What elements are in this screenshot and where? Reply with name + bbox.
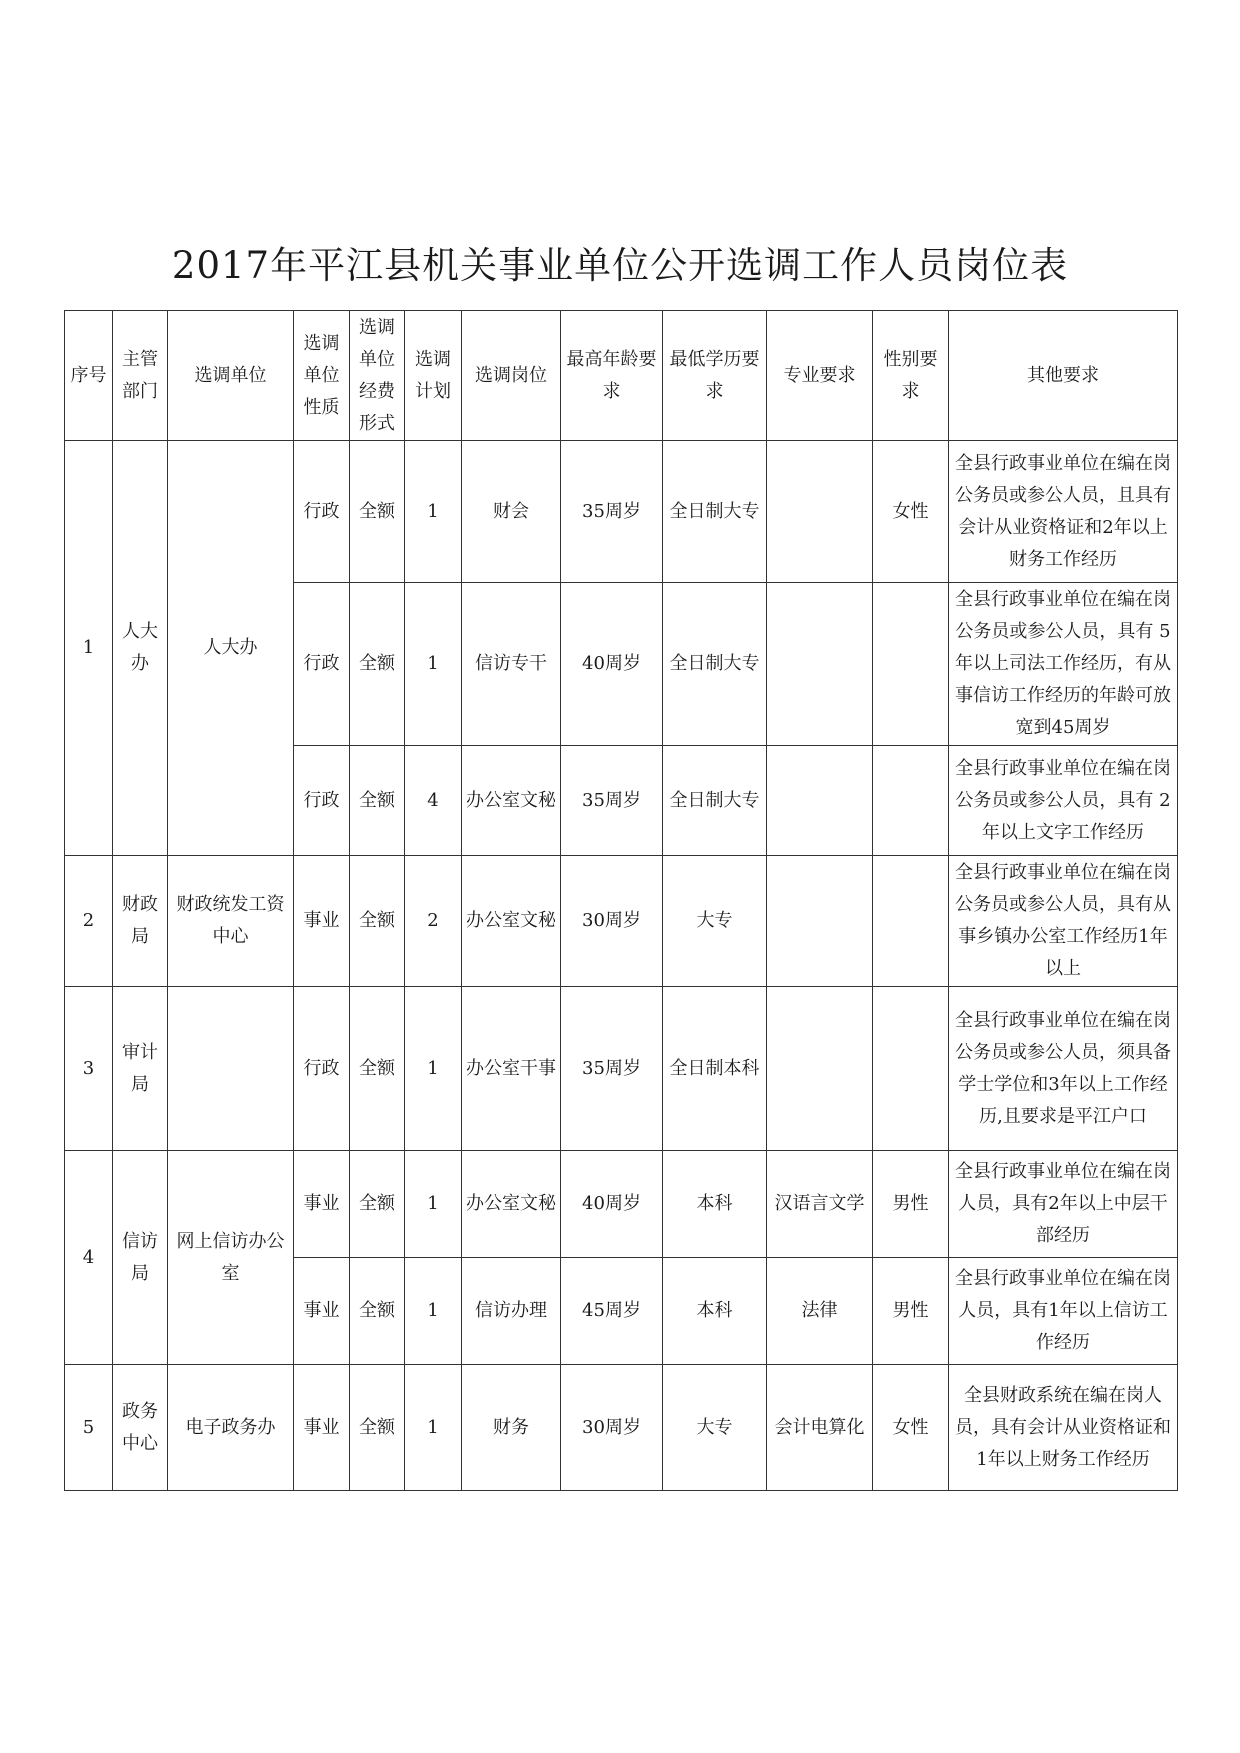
cell-funding: 全额 — [350, 1365, 405, 1491]
page-title: 2017年平江县机关事业单位公开选调工作人员岗位表 — [171, 244, 1069, 287]
position-table — [64, 310, 1178, 1491]
cell-funding: 全额 — [350, 987, 405, 1151]
header-max-age: 最高年龄要求 — [561, 311, 663, 441]
cell-major: 法律 — [767, 1258, 873, 1365]
cell-position: 财务 — [462, 1365, 561, 1491]
cell-plan: 1 — [405, 583, 462, 746]
cell-other: 全县行政事业单位在编在岗人员，具有1年以上信访工作经历 — [949, 1258, 1178, 1365]
cell-unit: 人大办 — [168, 441, 294, 856]
cell-funding: 全额 — [350, 856, 405, 987]
header-other: 其他要求 — [949, 311, 1178, 441]
cell-funding: 全额 — [350, 1258, 405, 1365]
cell-max-age: 30周岁 — [561, 856, 663, 987]
cell-nature: 行政 — [294, 987, 350, 1151]
table-row — [65, 441, 1178, 583]
cell-gender — [873, 987, 949, 1151]
cell-plan: 2 — [405, 856, 462, 987]
cell-unit: 财政统发工资中心 — [168, 856, 294, 987]
cell-plan: 4 — [405, 746, 462, 856]
cell-funding: 全额 — [350, 1151, 405, 1258]
cell-major: 会计电算化 — [767, 1365, 873, 1491]
cell-other: 全县行政事业单位在编在岗公务员或参公人员，具有 5年以上司法工作经历，有从事信访工作经历的年龄可放宽到45周岁 — [949, 583, 1178, 746]
cell-max-age: 45周岁 — [561, 1258, 663, 1365]
cell-unit — [168, 987, 294, 1151]
cell-other: 全县行政事业单位在编在岗公务员或参公人员，且具有会计从业资格证和2年以上财务工作经历 — [949, 441, 1178, 583]
cell-position: 办公室文秘 — [462, 1151, 561, 1258]
header-edu: 最低学历要求 — [663, 311, 767, 441]
cell-gender — [873, 746, 949, 856]
cell-nature: 行政 — [294, 746, 350, 856]
cell-index: 5 — [65, 1365, 113, 1491]
cell-max-age: 35周岁 — [561, 746, 663, 856]
cell-plan: 1 — [405, 1151, 462, 1258]
cell-major: 汉语言文学 — [767, 1151, 873, 1258]
cell-other: 全县行政事业单位在编在岗公务员或参公人员，须具备学士学位和3年以上工作经历,且要求是平江户口 — [949, 987, 1178, 1151]
cell-max-age: 40周岁 — [561, 583, 663, 746]
cell-dept: 政务中心 — [113, 1365, 168, 1491]
cell-dept: 财政局 — [113, 856, 168, 987]
cell-nature: 行政 — [294, 583, 350, 746]
cell-max-age: 35周岁 — [561, 441, 663, 583]
cell-other: 全县行政事业单位在编在岗人员，具有2年以上中层干部经历 — [949, 1151, 1178, 1258]
cell-nature: 行政 — [294, 441, 350, 583]
table-row — [65, 856, 1178, 987]
cell-index: 4 — [65, 1151, 113, 1365]
cell-position: 办公室干事 — [462, 987, 561, 1151]
cell-major — [767, 746, 873, 856]
cell-dept: 人大办 — [113, 441, 168, 856]
cell-nature: 事业 — [294, 1151, 350, 1258]
cell-other: 全县行政事业单位在编在岗公务员或参公人员，具有从事乡镇办公室工作经历1年以上 — [949, 856, 1178, 987]
cell-edu: 全日制大专 — [663, 583, 767, 746]
header-gender: 性别要求 — [873, 311, 949, 441]
cell-plan: 1 — [405, 1365, 462, 1491]
cell-funding: 全额 — [350, 441, 405, 583]
cell-index: 1 — [65, 441, 113, 856]
cell-index: 2 — [65, 856, 113, 987]
cell-position: 办公室文秘 — [462, 746, 561, 856]
header-index: 序号 — [65, 311, 113, 441]
cell-funding: 全额 — [350, 583, 405, 746]
cell-major — [767, 441, 873, 583]
cell-major — [767, 583, 873, 746]
header-nature: 选调单位性质 — [294, 311, 350, 441]
cell-gender: 女性 — [873, 441, 949, 583]
cell-edu: 大专 — [663, 1365, 767, 1491]
cell-dept: 信访局 — [113, 1151, 168, 1365]
cell-edu: 本科 — [663, 1151, 767, 1258]
header-funding: 选调单位经费形式 — [350, 311, 405, 441]
cell-edu: 大专 — [663, 856, 767, 987]
cell-gender — [873, 583, 949, 746]
cell-major — [767, 987, 873, 1151]
cell-edu: 全日制本科 — [663, 987, 767, 1151]
cell-other: 全县行政事业单位在编在岗公务员或参公人员，具有 2年以上文字工作经历 — [949, 746, 1178, 856]
header-unit: 选调单位 — [168, 311, 294, 441]
cell-plan: 1 — [405, 1258, 462, 1365]
cell-plan: 1 — [405, 987, 462, 1151]
cell-edu: 全日制大专 — [663, 441, 767, 583]
cell-position: 信访办理 — [462, 1258, 561, 1365]
cell-max-age: 35周岁 — [561, 987, 663, 1151]
cell-gender — [873, 856, 949, 987]
cell-max-age: 40周岁 — [561, 1151, 663, 1258]
cell-unit: 电子政务办 — [168, 1365, 294, 1491]
cell-position: 财会 — [462, 441, 561, 583]
table-row — [65, 1365, 1178, 1491]
cell-nature: 事业 — [294, 856, 350, 987]
cell-dept: 审计局 — [113, 987, 168, 1151]
cell-edu: 本科 — [663, 1258, 767, 1365]
header-major: 专业要求 — [767, 311, 873, 441]
cell-gender: 男性 — [873, 1258, 949, 1365]
cell-nature: 事业 — [294, 1365, 350, 1491]
table-row — [65, 1151, 1178, 1258]
cell-position: 办公室文秘 — [462, 856, 561, 987]
cell-funding: 全额 — [350, 746, 405, 856]
cell-plan: 1 — [405, 441, 462, 583]
cell-gender: 女性 — [873, 1365, 949, 1491]
header-dept: 主管部门 — [113, 311, 168, 441]
table-header-row — [65, 311, 1178, 441]
cell-gender: 男性 — [873, 1151, 949, 1258]
cell-position: 信访专干 — [462, 583, 561, 746]
header-position: 选调岗位 — [462, 311, 561, 441]
cell-nature: 事业 — [294, 1258, 350, 1365]
cell-other: 全县财政系统在编在岗人员，具有会计从业资格证和1年以上财务工作经历 — [949, 1365, 1178, 1491]
header-plan: 选调计划 — [405, 311, 462, 441]
cell-max-age: 30周岁 — [561, 1365, 663, 1491]
cell-index: 3 — [65, 987, 113, 1151]
cell-major — [767, 856, 873, 987]
table-row — [65, 987, 1178, 1151]
cell-edu: 全日制大专 — [663, 746, 767, 856]
cell-unit: 网上信访办公室 — [168, 1151, 294, 1365]
